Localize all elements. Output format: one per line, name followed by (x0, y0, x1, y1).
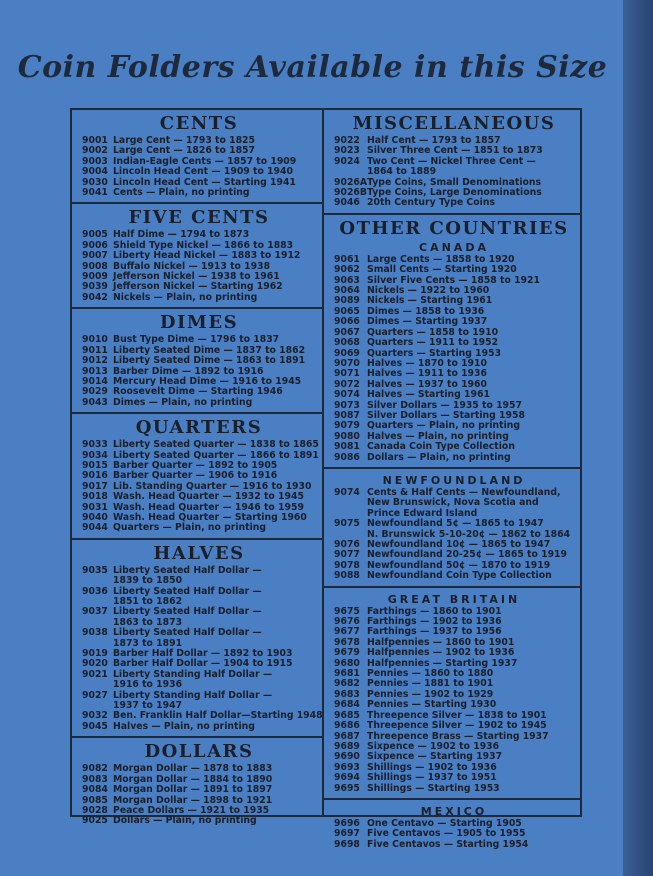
catalog-description: Nickels — Plain, no printing (113, 291, 258, 303)
catalog-number: 9682 (334, 678, 360, 690)
catalog-description: Type Coins, Large Denominations (367, 187, 542, 199)
catalog-description: Morgan Dollar — 1898 to 1921 (113, 794, 273, 806)
catalog-description: Silver Three Cent — 1851 to 1873 (367, 145, 543, 157)
catalog-description: Newfoundland Coin Type Collection (367, 570, 552, 582)
catalog-description: Halfpennies — 1902 to 1936 (367, 647, 515, 659)
catalog-number: 9013 (82, 365, 108, 377)
catalog-description: Barber Quarter — 1892 to 1905 (113, 459, 278, 471)
catalog-number: 9027 (82, 689, 108, 701)
catalog-number: 9035 (82, 564, 108, 576)
catalog-item (82, 722, 316, 732)
catalog-item (82, 492, 316, 502)
catalog-description: Newfoundland 5¢ — 1865 to 1947 N. Brunswick 5-10-20¢ — 1862 to 1864 (367, 518, 571, 540)
catalog-item (334, 488, 574, 519)
catalog-item (82, 523, 316, 533)
catalog-description: Cents & Half Cents — Newfoundland, New Brunswick, Nova Scotia and Prince Edward Island (367, 486, 561, 519)
catalog-description: Pennies — 1902 to 1929 (367, 688, 494, 700)
catalog-description: Peace Dollars — 1921 to 1935 (113, 804, 270, 816)
catalog-description: Liberty Seated Dime — 1863 to 1891 (113, 355, 306, 367)
catalog-item (82, 691, 316, 712)
catalog-description: Threepence Brass — Starting 1937 (367, 730, 549, 742)
catalog-description: Shield Type Nickel — 1866 to 1883 (113, 239, 294, 251)
catalog-number: 9015 (82, 459, 108, 471)
catalog-description: Halves — Plain, no printing (113, 720, 255, 732)
catalog-description: Shillings — 1937 to 1951 (367, 772, 497, 784)
folder-spine (623, 0, 653, 876)
catalog-description: Morgan Dollar — 1878 to 1883 (113, 763, 273, 775)
catalog-description: Liberty Seated Quarter — 1838 to 1865 (113, 439, 319, 451)
catalog-number: 9064 (334, 285, 360, 297)
catalog-description: Liberty Seated Quarter — 1866 to 1891 (113, 449, 319, 461)
catalog-number: 9076 (334, 539, 360, 550)
catalog-number: 9023 (334, 145, 360, 157)
catalog-item (334, 390, 574, 400)
catalog-description: Morgan Dollar — 1884 to 1890 (113, 773, 273, 785)
catalog-number: 9077 (334, 549, 360, 561)
catalog-item (82, 398, 316, 408)
catalog-description: Liberty Seated Half Dollar — 1873 to 1891 (113, 627, 262, 649)
catalog-number: 9069 (334, 347, 360, 359)
catalog-item (82, 816, 316, 826)
catalog-number: 9019 (82, 648, 108, 660)
catalog-description: Barber Quarter — 1906 to 1916 (113, 470, 278, 482)
section-other-countries (324, 215, 580, 469)
catalog-number: 9036 (82, 585, 108, 597)
catalog-description: Quarters — 1911 to 1952 (367, 337, 499, 349)
catalog-number: 9075 (334, 518, 360, 530)
catalog-description: Two Cent — Nickel Three Cent — 1864 to 1889 (367, 155, 536, 178)
catalog-description: Buffalo Nickel — 1913 to 1938 (113, 260, 271, 272)
catalog-item (82, 566, 316, 587)
catalog-number: 9017 (82, 480, 108, 492)
catalog-number: 9684 (334, 699, 360, 711)
catalog-number: 9037 (82, 606, 108, 618)
catalog-number: 9025 (82, 815, 108, 827)
catalog-item (82, 628, 316, 649)
catalog-number: 9063 (334, 274, 360, 286)
section-miscellaneous (324, 110, 580, 215)
section-subheading: MEXICO (420, 804, 488, 818)
catalog-description: Halves — 1937 to 1960 (367, 378, 487, 390)
catalog-item (334, 453, 574, 463)
catalog-number: 9009 (82, 271, 108, 283)
catalog-description: One Centavo — Starting 1905 (367, 817, 522, 829)
catalog-description: Dollars — Plain, no printing (113, 815, 257, 827)
page-title: Coin Folders Available in this Size (17, 50, 608, 85)
catalog-number: 9005 (82, 229, 108, 241)
catalog-description: Morgan Dollar — 1891 to 1897 (113, 784, 273, 796)
catalog-number: 9085 (82, 794, 108, 806)
catalog-number: 9071 (334, 368, 360, 380)
section-heading: FIVE CENTS (128, 207, 270, 229)
catalog-number: 9080 (334, 430, 360, 442)
catalog-number: 9021 (82, 668, 108, 680)
catalog-number: 9001 (82, 135, 108, 146)
catalog-description: Farthings — 1902 to 1936 (367, 616, 502, 628)
catalog-number: 9083 (82, 773, 108, 785)
catalog-number: 9675 (334, 605, 360, 617)
section-newfoundland (324, 469, 580, 588)
section-dollars (72, 738, 322, 830)
catalog-number: 9012 (82, 355, 108, 367)
catalog-description: Farthings — 1937 to 1956 (367, 626, 502, 638)
section-heading: DOLLARS (144, 741, 254, 763)
left-column (70, 108, 323, 827)
catalog-description: Barber Dime — 1892 to 1916 (113, 365, 264, 377)
catalog-description: Sixpence — 1902 to 1936 (367, 740, 500, 752)
catalog-number: 9042 (82, 291, 108, 303)
catalog-number: 9680 (334, 657, 360, 669)
catalog-description: Bust Type Dime — 1796 to 1837 (113, 334, 280, 346)
catalog-description: Farthings — 1860 to 1901 (367, 605, 502, 617)
section-heading: QUARTERS (135, 417, 263, 439)
catalog-item (334, 338, 574, 348)
catalog-description: Quarters — Starting 1953 (367, 347, 502, 359)
catalog-number: 9062 (334, 264, 360, 276)
section-heading: MISCELLANEOUS (352, 113, 556, 134)
catalog-description: Large Cent — 1793 to 1825 (113, 135, 255, 146)
catalog-number: 9089 (334, 295, 360, 307)
catalog-item (334, 840, 574, 850)
catalog-number: 9032 (82, 710, 108, 722)
catalog-description: Liberty Head Nickel — 1883 to 1912 (113, 250, 301, 262)
catalog-description: Half Dime — 1794 to 1873 (113, 229, 250, 241)
catalog-number: 9031 (82, 501, 108, 513)
catalog-number: 9088 (334, 570, 360, 582)
catalog-item (82, 356, 316, 366)
catalog-description: Indian-Eagle Cents — 1857 to 1909 (113, 155, 297, 167)
catalog-number: 9678 (334, 636, 360, 648)
catalog-number: 9011 (82, 344, 108, 356)
catalog-description: Five Centavos — 1905 to 1955 (367, 828, 526, 840)
catalog-number: 9698 (334, 838, 360, 850)
catalog-description: Five Centavos — Starting 1954 (367, 838, 529, 850)
catalog-number: 9026A (334, 176, 368, 188)
catalog-description: Halves — 1870 to 1910 (367, 357, 487, 369)
catalog-number: 9066 (334, 316, 360, 328)
catalog-number: 9022 (334, 135, 360, 146)
catalog-item (82, 785, 316, 795)
catalog-description: Shillings — 1902 to 1936 (367, 761, 497, 773)
catalog-number: 9683 (334, 688, 360, 700)
catalog-item (334, 773, 574, 783)
catalog-number: 9068 (334, 337, 360, 349)
catalog-description: Halfpennies — Starting 1937 (367, 657, 518, 669)
catalog-number: 9024 (334, 155, 360, 167)
catalog-description: Dimes — Plain, no printing (113, 396, 253, 408)
catalog-item (334, 198, 574, 208)
catalog-number: 9044 (82, 522, 108, 534)
catalog-description: Large Cents — 1858 to 1920 (367, 253, 515, 265)
catalog-description: Silver Dollars — Starting 1958 (367, 409, 525, 421)
section-great-britain (324, 588, 580, 800)
catalog-number: 9038 (82, 627, 108, 639)
catalog-number: 9065 (334, 305, 360, 317)
catalog-number: 9070 (334, 357, 360, 369)
catalog-description: Ben. Franklin Half Dollar—Starting 1948 (113, 710, 323, 722)
section-heading: HALVES (153, 542, 245, 564)
catalog-description: Dimes — 1858 to 1936 (367, 305, 485, 317)
catalog-number: 9003 (82, 155, 108, 167)
catalog-description: Dollars — Plain, no printing (367, 451, 511, 463)
catalog-description: Shillings — Starting 1953 (367, 782, 500, 794)
catalog-description: Quarters — Plain, no printing (367, 420, 521, 432)
catalog-number: 9020 (82, 658, 108, 670)
catalog-description: Newfoundland 20-25¢ — 1865 to 1919 (367, 549, 567, 561)
catalog-description: Threepence Silver — 1838 to 1901 (367, 709, 547, 721)
section-mexico (324, 800, 580, 854)
catalog-number: 9039 (82, 281, 108, 293)
catalog-description: Halves — 1911 to 1936 (367, 368, 487, 380)
catalog-description: Jefferson Nickel — Starting 1962 (113, 281, 283, 293)
catalog-description: Lincoln Head Cent — 1909 to 1940 (113, 166, 293, 178)
catalog-description: Silver Five Cents — 1858 to 1921 (367, 274, 540, 286)
catalog-description: Halves — Plain, no printing (367, 430, 509, 442)
catalog-number: 9689 (334, 740, 360, 752)
section-heading: OTHER COUNTRIES (339, 217, 569, 239)
catalog-number: 9694 (334, 772, 360, 784)
catalog-number: 9016 (82, 470, 108, 482)
catalog-description: Pennies — 1881 to 1901 (367, 678, 494, 690)
section-subheading: CANADA (419, 240, 489, 254)
catalog-number: 9686 (334, 720, 360, 732)
catalog-description: Sixpence — Starting 1937 (367, 751, 503, 763)
catalog-number: 9004 (82, 166, 108, 178)
catalog-number: 9087 (334, 409, 360, 421)
catalog-number: 9014 (82, 375, 108, 387)
catalog-item (82, 188, 316, 198)
catalog-number: 9046 (334, 197, 360, 209)
catalog-description: Wash. Head Quarter — 1946 to 1959 (113, 501, 304, 513)
catalog-number: 9028 (82, 804, 108, 816)
catalog-number: 9073 (334, 399, 360, 411)
catalog-description: Cents — Plain, no printing (113, 187, 250, 199)
catalog-number: 9026B (334, 187, 367, 199)
catalog-description: Lib. Standing Quarter — 1916 to 1930 (113, 480, 312, 492)
catalog-description: Liberty Seated Dime — 1837 to 1862 (113, 344, 306, 356)
catalog-description: Nickels — 1922 to 1960 (367, 285, 490, 297)
section-halves (72, 540, 322, 739)
catalog-description: Liberty Standing Half Dollar — 1916 to 1936 (113, 668, 273, 691)
catalog-description: Silver Dollars — 1935 to 1957 (367, 399, 522, 411)
catalog-number: 9079 (334, 420, 360, 432)
right-column (323, 108, 582, 850)
catalog-number: 9029 (82, 386, 108, 398)
catalog-description: Newfoundland 10¢ — 1865 to 1947 (367, 539, 551, 550)
catalog-item (82, 293, 316, 303)
catalog-description: Barber Half Dollar — 1892 to 1903 (113, 648, 293, 660)
catalog-number: 9002 (82, 145, 108, 157)
catalog-number: 9679 (334, 647, 360, 659)
catalog-description: Large Cent — 1826 to 1857 (113, 145, 255, 157)
catalog-item (82, 587, 316, 608)
catalog-number: 9696 (334, 817, 360, 829)
section-dimes (72, 309, 322, 414)
catalog-description: Newfoundland 50¢ — 1870 to 1919 (367, 559, 551, 571)
catalog-description: Wash. Head Quarter — 1932 to 1945 (113, 491, 304, 503)
catalog-item (82, 670, 316, 691)
catalog-number: 9008 (82, 260, 108, 272)
catalog-description: Pennies — Starting 1930 (367, 699, 497, 711)
catalog-number: 9695 (334, 782, 360, 794)
catalog-number: 9010 (82, 334, 108, 346)
catalog-number: 9040 (82, 511, 108, 523)
catalog-number: 9072 (334, 378, 360, 390)
catalog-item (334, 157, 574, 178)
catalog-number: 9697 (334, 828, 360, 840)
catalog-number: 9061 (334, 253, 360, 265)
catalog-description: Mercury Head Dime — 1916 to 1945 (113, 375, 302, 387)
section-heading: CENTS (159, 113, 239, 134)
catalog-description: Halfpennies — 1860 to 1901 (367, 636, 515, 648)
catalog-number: 9034 (82, 449, 108, 461)
catalog-number: 9677 (334, 626, 360, 638)
catalog-item (82, 439, 319, 451)
catalog-item (334, 571, 574, 581)
catalog-item (334, 442, 574, 452)
catalog-number: 9045 (82, 720, 108, 732)
section-subheading: NEWFOUNDLAND (382, 473, 526, 487)
catalog-number: 9018 (82, 491, 108, 503)
catalog-description: Threepence Silver — 1902 to 1945 (367, 720, 547, 732)
catalog-description: Halves — Starting 1961 (367, 389, 490, 401)
catalog-number: 9690 (334, 751, 360, 763)
catalog-number: 9086 (334, 451, 360, 463)
catalog-number: 9007 (82, 250, 108, 262)
catalog-description: Quarters — 1858 to 1910 (367, 326, 499, 338)
catalog-description: Small Cents — Starting 1920 (367, 264, 517, 276)
catalog-description: Wash. Head Quarter — Starting 1960 (113, 511, 307, 523)
section-cents (72, 110, 322, 204)
catalog-description: Type Coins, Small Denominations (367, 176, 542, 188)
catalog-number: 9084 (82, 784, 108, 796)
catalog-description: Lincoln Head Cent — Starting 1941 (113, 176, 296, 188)
catalog-description: Nickels — Starting 1961 (367, 295, 493, 307)
catalog-number: 9685 (334, 709, 360, 721)
catalog-number: 9041 (82, 187, 108, 199)
catalog-number: 9074 (334, 389, 360, 401)
catalog-number: 9074 (334, 486, 360, 498)
catalog-item (334, 721, 574, 731)
catalog-item (334, 784, 574, 794)
catalog-number: 9033 (82, 439, 108, 451)
catalog-number: 9681 (334, 668, 360, 680)
catalog-number: 9081 (334, 441, 360, 453)
catalog-description: Liberty Seated Half Dollar — 1851 to 1862 (113, 585, 262, 607)
catalog-number: 9043 (82, 396, 108, 408)
catalog-number: 9030 (82, 176, 108, 188)
catalog-description: Roosevelt Dime — Starting 1946 (113, 386, 283, 398)
section-five-cents (72, 204, 322, 309)
catalog-number: 9078 (334, 559, 360, 571)
catalog-number: 9687 (334, 730, 360, 742)
catalog-description: Liberty Seated Half Dollar — 1863 to 1873 (113, 606, 262, 628)
catalog-description: Canada Coin Type Collection (367, 441, 515, 453)
catalog-description: Dimes — Starting 1937 (367, 316, 488, 328)
section-quarters (72, 414, 322, 540)
catalog-item (334, 519, 574, 540)
catalog-description: Quarters — Plain, no printing (113, 522, 267, 534)
catalog-description: Jefferson Nickel — 1938 to 1961 (113, 271, 280, 283)
catalog-item (82, 607, 316, 628)
catalog-description: Liberty Standing Half Dollar — 1937 to 1947 (113, 689, 273, 712)
catalog-description: Liberty Seated Half Dollar — 1839 to 1850 (113, 564, 262, 587)
section-subheading: GREAT BRITAIN (387, 592, 521, 606)
catalog-number: 9067 (334, 326, 360, 338)
catalog-number: 9676 (334, 616, 360, 628)
catalog-number: 9082 (82, 763, 108, 775)
section-heading: DIMES (159, 312, 239, 334)
catalog-description: Pennies — 1860 to 1880 (367, 668, 494, 680)
catalog-number: 9006 (82, 239, 108, 251)
catalog-description: Barber Half Dollar — 1904 to 1915 (113, 658, 293, 670)
catalog-description: 20th Century Type Coins (367, 197, 495, 209)
catalog-number: 9693 (334, 761, 360, 773)
catalog-description: Half Cent — 1793 to 1857 (367, 135, 501, 146)
